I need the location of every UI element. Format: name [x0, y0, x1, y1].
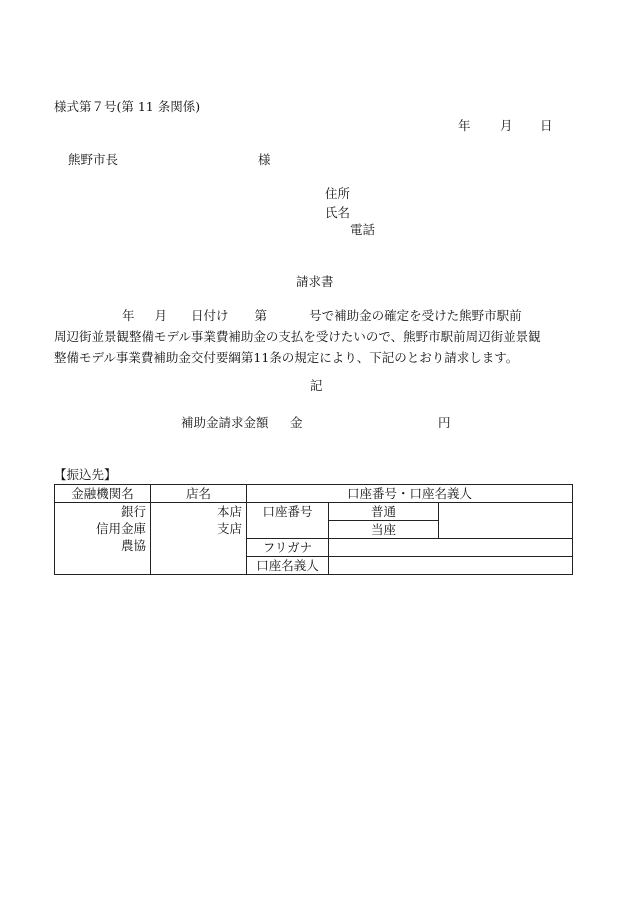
transfer-table	[54, 484, 573, 575]
body-line-2: 周辺街並景観整備モデル事業費補助金の支払を受けたいので、熊野市駅前周辺街並景観	[54, 329, 541, 344]
branch-cell[interactable]	[151, 503, 247, 575]
account-type-current: 当座	[329, 521, 439, 539]
amount-label: 補助金請求金額	[181, 415, 269, 430]
branch-type-sub: 支店	[216, 521, 242, 536]
transfer-header-row	[55, 485, 573, 503]
furigana-label: フリガナ	[247, 539, 329, 557]
applicant-phone-label: 電話	[350, 222, 376, 237]
addressee-honorific: 様	[258, 152, 271, 167]
holder-label: 口座名義人	[247, 557, 329, 575]
applicant-address-label: 住所	[325, 186, 351, 201]
applicant-name-label: 氏名	[325, 205, 351, 220]
header-institution: 金融機関名	[55, 485, 151, 503]
ki-mark: 記	[310, 378, 323, 393]
branch-type-main: 本店	[216, 504, 242, 519]
date-month: 月	[500, 118, 513, 133]
body-line-1	[54, 305, 582, 326]
transfer-row-account-type-1	[55, 503, 573, 521]
body-line1-rest: 号で補助金の確定を受けた熊野市駅前	[309, 308, 522, 323]
date-year: 年	[458, 118, 471, 133]
request-body	[54, 305, 582, 368]
institution-type-bank: 銀行	[120, 504, 146, 519]
transfer-heading: 【振込先】	[54, 467, 117, 482]
body-month: 月	[154, 308, 168, 323]
amount-yen: 円	[438, 415, 451, 430]
amount-kin: 金	[290, 415, 303, 430]
body-line-3: 整備モデル事業費補助金交付要綱第11条の規定により、下記のとおり請求します。	[54, 350, 519, 365]
header-branch: 店名	[151, 485, 247, 503]
furigana-field[interactable]	[329, 539, 573, 557]
holder-field[interactable]	[329, 557, 573, 575]
body-number-prefix: 第	[254, 308, 268, 323]
institution-cell[interactable]	[55, 503, 151, 575]
account-number-label: 口座番号	[247, 503, 329, 539]
institution-type-shinkin: 信用金庫	[95, 521, 146, 536]
form-number: 様式第７号(第 11 条関係)	[54, 99, 201, 114]
addressee-name: 熊野市長	[68, 152, 119, 167]
account-number-field[interactable]	[439, 503, 573, 539]
header-account: 口座番号・口座名義人	[247, 485, 573, 503]
body-year: 年	[122, 308, 135, 323]
institution-type-noukyou: 農協	[120, 538, 146, 553]
body-dated: 日付け	[191, 308, 229, 323]
account-type-ordinary: 普通	[329, 503, 439, 521]
date-day: 日	[540, 118, 553, 133]
document-title: 請求書	[296, 274, 334, 289]
